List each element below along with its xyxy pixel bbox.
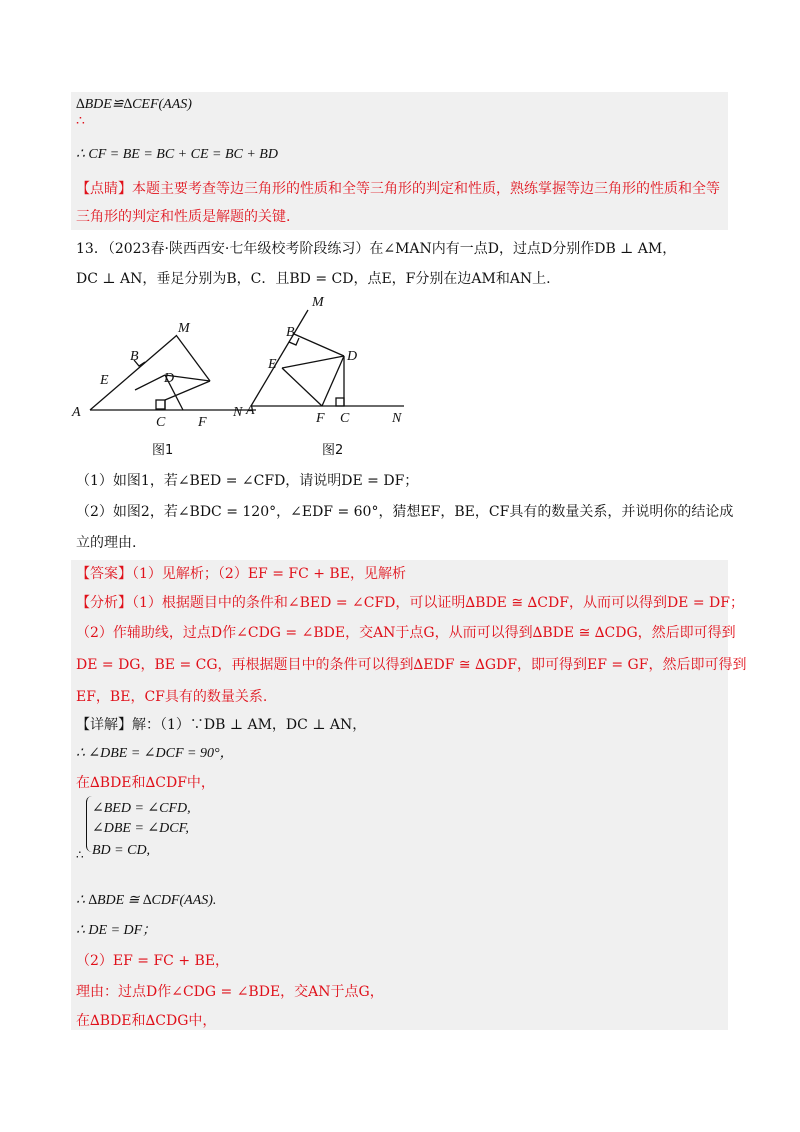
analysis-line-4: EF，BE，CF具有的数量关系. [76, 689, 268, 705]
fig1-label-n: N [233, 405, 243, 420]
analysis-line-3: DE = DG，BE = CG，再根据题目中的条件可以得到∆EDF ≅ ∆GDF，即可得到EF = GF，然后即可得到 [76, 657, 747, 673]
fig2-label-n: N [392, 411, 402, 426]
comment-line-1: 【点睛】本题主要考查等边三角形的性质和全等三角形的判定和性质，熟练掌握等边三角形的性质和全等 [76, 181, 720, 197]
congruence-line: ∆BDE≌∆CEF(AAS) [76, 97, 192, 112]
analysis-line-2: （2）作辅助线，过点D作∠CDG = ∠BDE，交AN于点G，从而可以得到∆BDE ≅ ∆CDG，然后即可得到 [76, 625, 736, 641]
fig1-label-b: B [130, 349, 139, 364]
problem-13-line-2: DC ⊥ AN，垂足分别为B，C．且BD = CD，点E，F分别在边AM和AN上. [76, 271, 551, 287]
system-eq-3: BD = CD, [92, 843, 151, 858]
detail-line-1: 【详解】解：（1）∵DB ⊥ AM，DC ⊥ AN， [76, 717, 367, 733]
question-2-cont: 立的理由. [76, 535, 137, 551]
fig2-label-d: D [347, 349, 358, 364]
system-eq-2: ∠DBE = ∠DCF, [92, 821, 189, 836]
fig2-caption: 图2 [322, 443, 344, 458]
fig2-label-a: A [246, 403, 255, 418]
fig1-label-c: C [156, 415, 166, 430]
fig2-label-f: F [316, 411, 325, 426]
part-2-reason: 理由：过点D作∠CDG = ∠BDE，交AN于点G， [76, 984, 384, 1000]
fig2-label-c: C [340, 411, 350, 426]
question-2: （2）如图2，若∠BDC = 120°，∠EDF = 60°，猜想EF，BE，CF具有的数量关系，并说明你的结论成 [76, 504, 734, 520]
problem-13-line-1: 13．（2023春·陕西西安·七年级校考阶段练习）在∠MAN内有一点D，过点D分别作DB ⊥ AM， [76, 241, 677, 257]
part-2-answer: （2）EF = FC + BE， [76, 953, 230, 969]
geometry-figure [68, 288, 418, 458]
fig1-label-d: D [164, 371, 175, 386]
detail-line-2: ∴ ∠DBE = ∠DCF = 90°， [76, 746, 234, 761]
fig1-label-e: E [100, 373, 109, 388]
answer-line: 【答案】（1）见解析；（2）EF = FC + BE，见解析 [76, 566, 406, 582]
equation-line: ∴ CF = BE = BC + CE = BC + BD [76, 147, 278, 162]
fig2-label-e: E [268, 357, 277, 372]
analysis-line-1: 【分析】（1）根据题目中的条件和∠BED = ∠CFD，可以证明∆BDE ≅ ∆CDF，从而可以得到DE = DF； [76, 595, 744, 611]
fig1-caption: 图1 [152, 443, 174, 458]
detail-line-3: 在∆BDE和∆CDF中， [76, 775, 215, 791]
detail-conclusion-1: ∴ ∆BDE ≅ ∆CDF(AAS). [76, 893, 217, 908]
fig1-label-a: A [72, 405, 81, 420]
detail-conclusion-2: ∴ DE = DF； [76, 923, 157, 938]
therefore-symbol: ∴ [76, 113, 85, 129]
fig2-label-m: M [312, 295, 324, 310]
system-eq-1: ∠BED = ∠CFD, [92, 801, 191, 816]
fig1-label-m: M [178, 321, 190, 336]
fig2-label-b: B [286, 325, 295, 340]
part-2-in-triangles: 在∆BDE和∆CDG中， [76, 1013, 217, 1029]
question-1: （1）如图1，若∠BED = ∠CFD，请说明DE = DF； [76, 473, 419, 489]
fig1-label-f: F [198, 415, 207, 430]
comment-line-2: 三角形的判定和性质是解题的关键. [76, 209, 291, 225]
because-symbol: ∴ [76, 848, 84, 862]
